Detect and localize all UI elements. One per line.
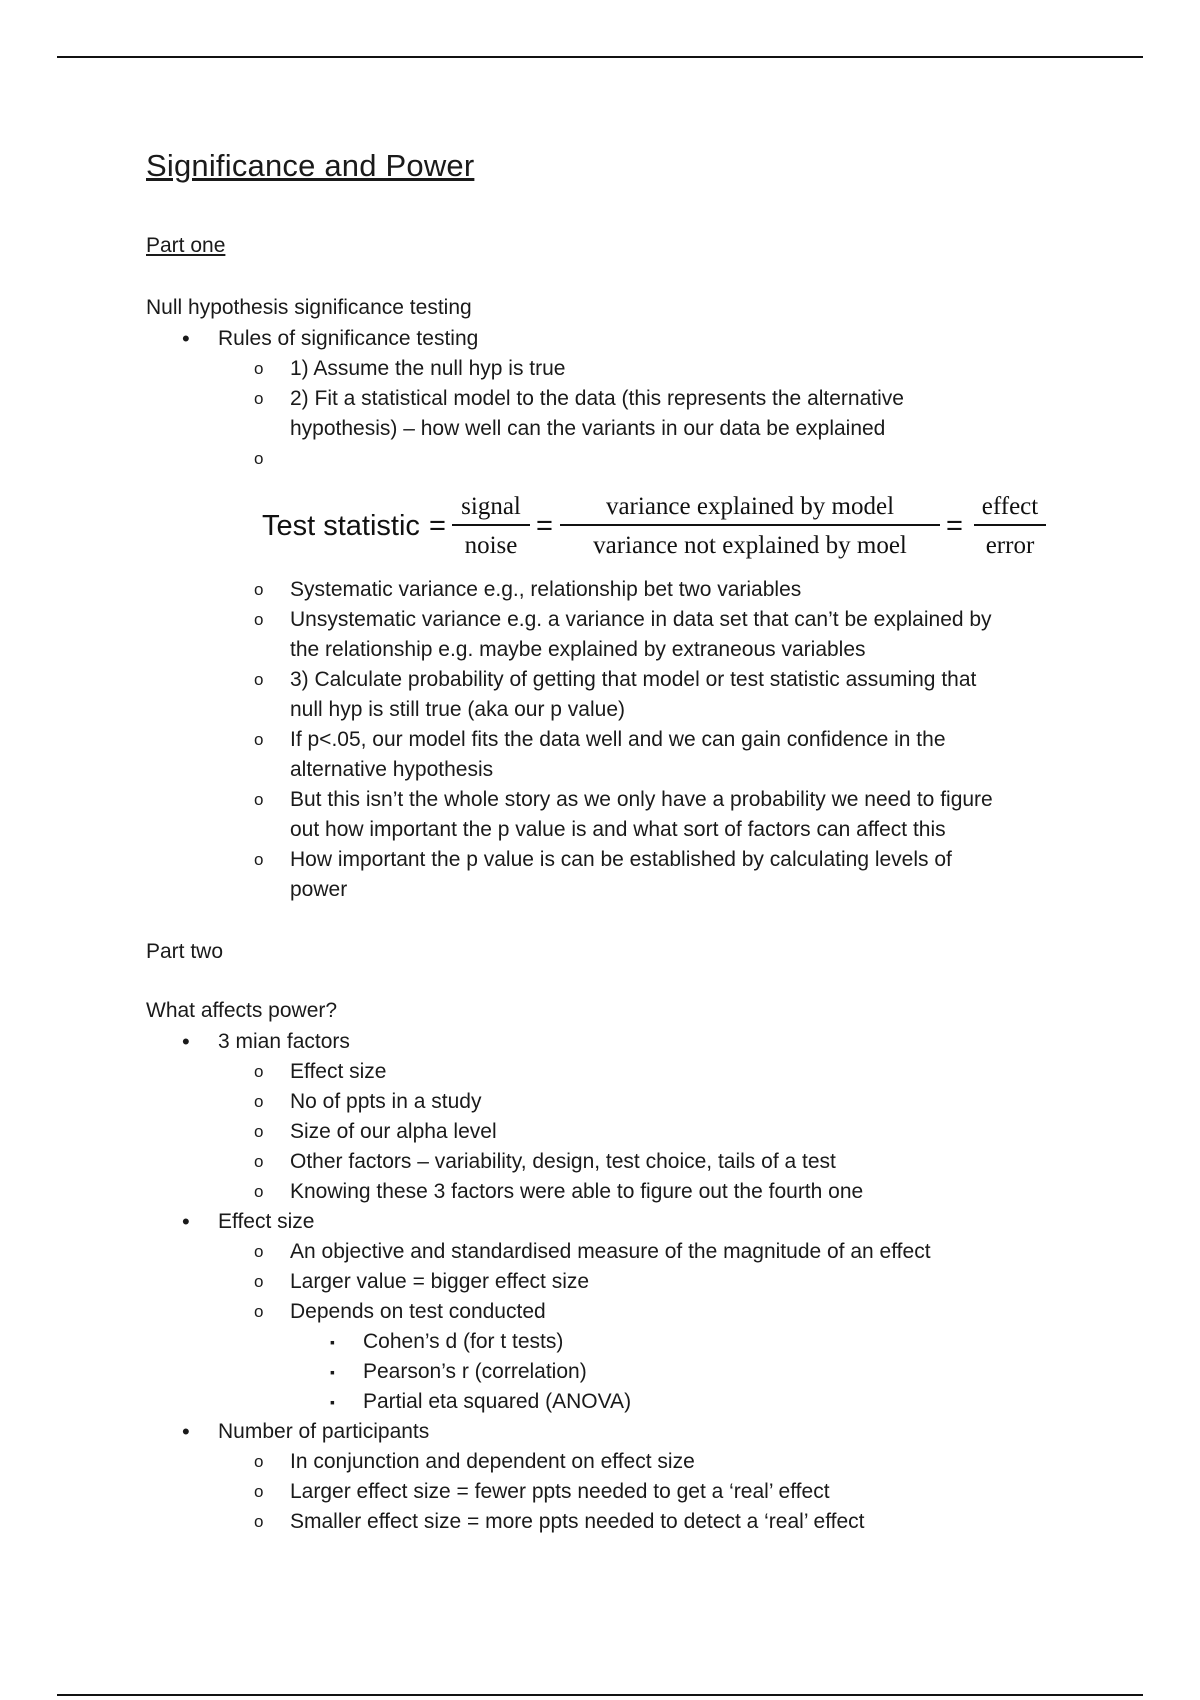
list-item-text: out how important the p value is and what sort of factors can affect this — [290, 818, 946, 841]
list-item-text: the relationship e.g. maybe explained by extraneous variables — [290, 638, 866, 661]
section-title-nhst: Null hypothesis significance testing — [146, 296, 472, 319]
list-item — [146, 575, 1076, 605]
formula-eq-2: = — [536, 510, 553, 542]
list-item — [146, 1057, 1076, 1087]
section-title-power: What affects power? — [146, 999, 338, 1022]
list-item — [146, 1117, 1076, 1147]
list-item-text: An objective and standardised measure of the magnitude of an effect — [290, 1240, 931, 1263]
list-item-text: Depends on test conducted — [290, 1300, 546, 1323]
circle-bullet: o — [254, 389, 264, 408]
square-bullet: ▪ — [330, 1394, 335, 1410]
list-item-text: Systematic variance e.g., relationship bet two variables — [290, 578, 802, 601]
list-item-text: 1) Assume the null hyp is true — [290, 357, 566, 380]
formula-svg — [146, 486, 1076, 566]
circle-bullet: o — [254, 1152, 264, 1171]
rules-list — [146, 324, 1076, 474]
list-item-text: Other factors – variability, design, test choice, tails of a test — [290, 1150, 836, 1173]
disc-bullet: • — [182, 326, 190, 351]
list-item-text: Effect size — [218, 1210, 315, 1233]
list-item-text: If p<.05, our model fits the data well and we can gain confidence in the — [290, 728, 946, 751]
disc-bullet: • — [182, 1419, 190, 1444]
part-two-heading: Part two — [146, 940, 224, 963]
list-item — [146, 665, 1076, 725]
list-item-text: 2) Fit a statistical model to the data (this represents the alternative — [290, 387, 904, 410]
list-item-text: Number of participants — [218, 1420, 430, 1443]
circle-bullet: o — [254, 1242, 264, 1261]
frac3-denominator: error — [985, 532, 1035, 559]
frac2-denominator: variance not explained by moel — [593, 532, 907, 559]
circle-bullet: o — [254, 1452, 264, 1471]
list-item — [146, 354, 1076, 384]
circle-bullet: o — [254, 850, 264, 869]
list-item-text: But this isn’t the whole story as we only have a probability we need to figure — [290, 788, 993, 811]
power-factors-list — [146, 1027, 1076, 1537]
disc-bullet: • — [182, 1209, 190, 1234]
list-item-empty — [146, 444, 1076, 474]
list-item-text: Knowing these 3 factors were able to figure out the fourth one — [290, 1180, 864, 1203]
list-item — [146, 1087, 1076, 1117]
square-bullet: ▪ — [330, 1334, 335, 1350]
list-item — [146, 324, 1076, 354]
frac2-numerator: variance explained by model — [605, 493, 895, 520]
list-item — [146, 785, 1076, 845]
list-item — [146, 1387, 1076, 1417]
test-statistic-formula — [146, 486, 1076, 566]
formula-lhs: Test statistic — [262, 510, 420, 542]
list-item-text: Unsystematic variance e.g. a variance in data set that can’t be explained by — [290, 608, 992, 631]
page-title: Significance and Power — [146, 148, 475, 183]
list-item — [146, 725, 1076, 785]
circle-bullet: o — [254, 730, 264, 749]
circle-bullet: o — [254, 1062, 264, 1081]
list-item — [146, 1507, 1076, 1537]
square-bullet: ▪ — [330, 1364, 335, 1380]
list-item-text: Rules of significance testing — [218, 327, 479, 350]
list-item — [146, 1327, 1076, 1357]
list-item-text: In conjunction and dependent on effect size — [290, 1450, 695, 1473]
circle-bullet: o — [254, 1092, 264, 1111]
list-item — [146, 1447, 1076, 1477]
list-item-text: Effect size — [290, 1060, 387, 1083]
list-item — [146, 384, 1076, 414]
frac2-bar — [560, 524, 940, 526]
circle-bullet: o — [254, 1512, 264, 1531]
frac3-numerator: effect — [981, 493, 1039, 520]
list-item — [146, 1147, 1076, 1177]
list-item-text: hypothesis) – how well can the variants in our data be explained — [290, 417, 886, 440]
circle-bullet: o — [254, 610, 264, 629]
circle-bullet: o — [254, 1302, 264, 1321]
list-item-text: Cohen’s d (for t tests) — [363, 1330, 564, 1353]
circle-bullet: o — [254, 1272, 264, 1291]
frac1-numerator: signal — [461, 493, 521, 520]
circle-bullet: o — [254, 1482, 264, 1501]
list-item-text: Smaller effect size = more ppts needed to detect a ‘real’ effect — [290, 1510, 865, 1533]
list-item-text: Larger value = bigger effect size — [290, 1270, 590, 1293]
list-item — [146, 845, 1076, 905]
list-item-text: No of ppts in a study — [290, 1090, 482, 1113]
list-item — [146, 1027, 1076, 1057]
circle-bullet: o — [254, 449, 264, 468]
list-item-text: How important the p value is can be established by calculating levels of — [290, 848, 952, 871]
list-item-text: Larger effect size = fewer ppts needed to get a ‘real’ effect — [290, 1480, 830, 1503]
frac1-denominator: noise — [464, 532, 518, 559]
frac3-bar — [974, 524, 1046, 526]
list-item-continuation — [146, 414, 1076, 444]
list-item-text: Pearson’s r (correlation) — [363, 1360, 587, 1383]
list-item-text: alternative hypothesis — [290, 758, 494, 781]
formula-eq-3: = — [946, 510, 963, 542]
list-item — [146, 1297, 1076, 1327]
circle-bullet: o — [254, 580, 264, 599]
circle-bullet: o — [254, 790, 264, 809]
list-item-text: Size of our alpha level — [290, 1120, 497, 1143]
list-item-text: power — [290, 878, 348, 901]
list-item-text: 3) Calculate probability of getting that model or test statistic assuming that — [290, 668, 977, 691]
footer-rule — [57, 1694, 1143, 1696]
part-one-heading: Part one — [146, 234, 226, 257]
list-item — [146, 1357, 1076, 1387]
header-rule — [57, 56, 1143, 58]
circle-bullet: o — [254, 359, 264, 378]
circle-bullet: o — [254, 670, 264, 689]
list-item — [146, 1237, 1076, 1267]
list-item — [146, 1477, 1076, 1507]
circle-bullet: o — [254, 1122, 264, 1141]
frac1-bar — [452, 524, 530, 526]
list-item — [146, 1177, 1076, 1207]
list-item — [146, 605, 1076, 665]
disc-bullet: • — [182, 1029, 190, 1054]
list-item-text: 3 mian factors — [218, 1030, 350, 1053]
list-item-text: Partial eta squared (ANOVA) — [363, 1390, 632, 1413]
list-item — [146, 1267, 1076, 1297]
formula-eq-1: = — [429, 510, 446, 542]
variance-list — [146, 575, 1076, 905]
circle-bullet: o — [254, 1182, 264, 1201]
list-item — [146, 1417, 1076, 1447]
list-item-text: null hyp is still true (aka our p value) — [290, 698, 625, 721]
list-item — [146, 1207, 1076, 1237]
